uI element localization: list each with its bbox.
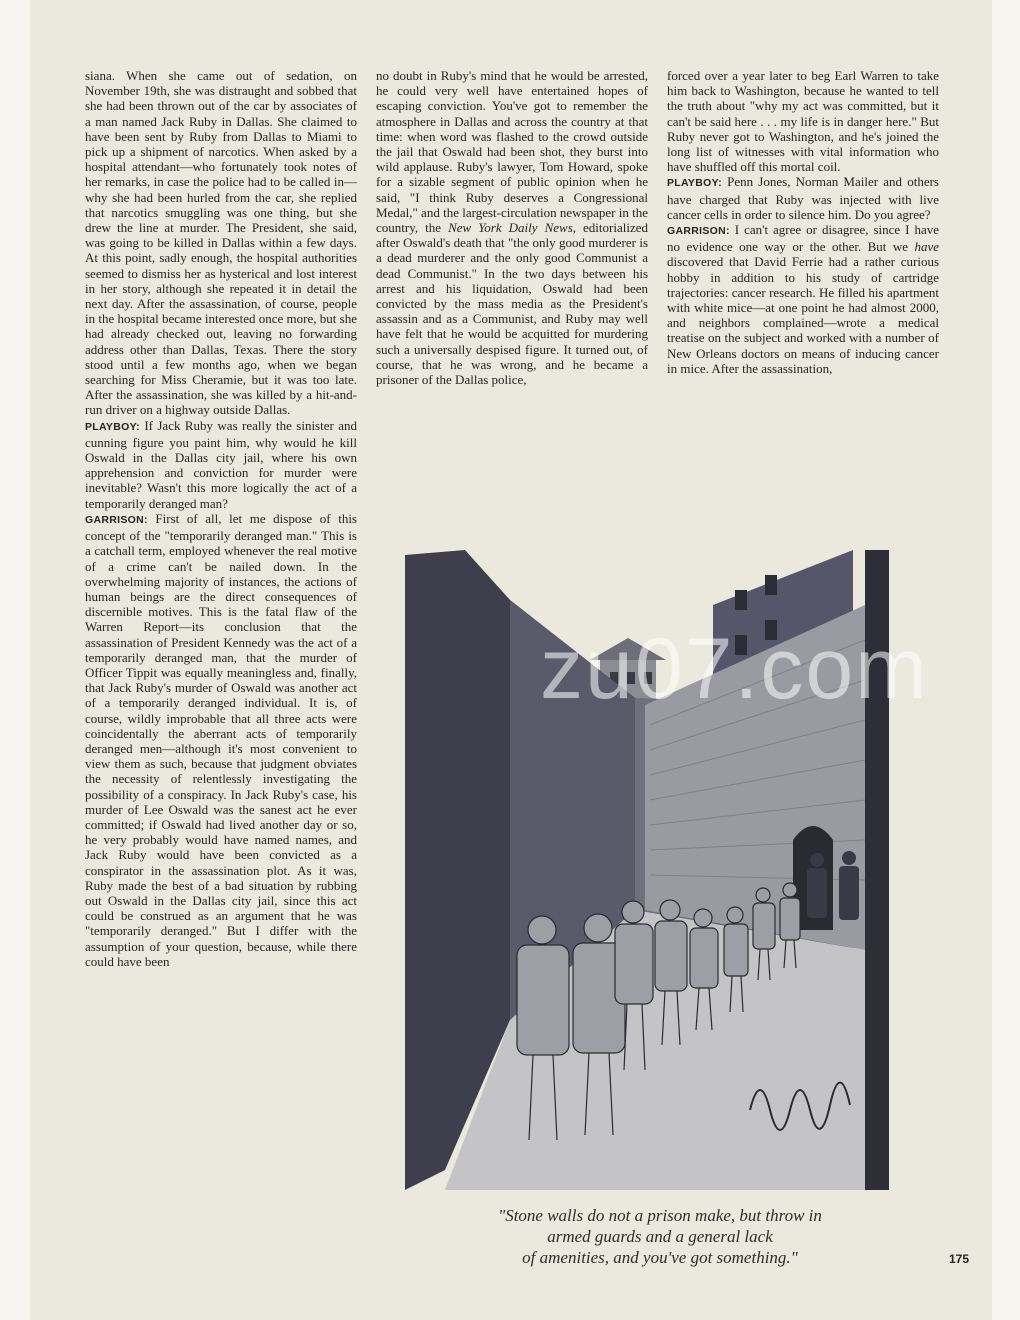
newspaper-title: New York Daily News [448,220,573,236]
watermark: zu07.com [540,621,929,717]
caption-line: of amenities, and you've got something." [522,1248,798,1267]
paragraph-cheramie-story: siana. When she came out of sedation, on November 19th, she was distraught and sobbed that she had been thrown out of the car by associates of a man named Jack Ruby in Dallas. She claimed to have been sent by Ruby from Dallas to Miami to pick up a shipment of narcotics. When asked by a hospital attendant—who fortunately took notes of her remarks, in case the police had to be called in—why she had been hurled from the car, she replied that narcotics smuggling was one thing, but she drew the line at murder. The President, she said, was going to be killed in Dallas within a few days. At this point, sadly enough, the hospital authorities seemed to dismiss her as hysterical and lost interest in her story, although she repeated it in detail the next day. After the assassination, of course, people in the hospital became interested once more, but she had already checked out, leaving no forwarding address other than Dallas, Texas. There the story stood until a few months ago, when we began searching for Miss Cheramie, but it was too late. After the assassination, she was killed by a hit-and-run driver on a highway outside Dallas. [85,68,357,418]
garrison-answer-ferrie: GARRISON: I can't agree or disagree, since I have no evidence one way or the other. But we have discovered that David Ferrie had a rather curious hobby in addition to his study of cartridge trajectories: cancer research. He filled his apartment with white mice—at one point he had almost 2000, and neighbors complained—wrote a medical treatise on the subject and worked with a number of New Orleans doctors on means of inducing cancer in mice. After the assassination, [667,222,939,376]
page-edge-right [992,0,1020,1320]
text-column-3 [667,68,939,376]
text-column-1 [85,68,357,969]
caption-line: armed guards and a general lack [547,1227,773,1246]
page-number: 175 [949,1252,970,1266]
speaker-label: GARRISON: [667,225,730,238]
emphasis-have: have [914,239,939,255]
caption-line: "Stone walls do not a prison make, but throw in [498,1206,822,1225]
playboy-question-ruby: PLAYBOY: If Jack Ruby was really the sinister and cunning figure you paint him, why would he kill Oswald in the Dallas city jail, where his own apprehension and conviction for murder were inevitable? Wasn't this more logically the act of a temporarily deranged man? [85,417,357,511]
paragraph-ruby-conviction: no doubt in Ruby's mind that he would be arrested, he could very well have entertained hopes of escaping conviction. You've got to remember the atmosphere in Dallas and across the country at that time: when word was flashed to the crowd outside the jail that Oswald had been shot, they burst into wild applause. Ruby's lawyer, Tom Howard, spoke for a sizable segment of public opinion when he said, "I think Ruby deserves a Congressional Medal," and the largest-circulation newspaper in the country, the New York Daily News, editorialized after Oswald's death that "the only good murderer is a dead murderer and the only good Communist a dead Communist." In the two days between his arrest and his liquidation, Oswald had been convicted by the mass media as the President's assassin and as a Communist, and Ruby may well have felt that he would be acquitted for murdering such a universally despised figure. It turned out, of course, that he was wrong, and he became a prisoner of the Dallas police, [376,68,649,388]
garrison-answer-deranged: GARRISON: First of all, let me dispose of this concept of the "temporarily deranged man." This is a catchall term, employed whenever the real motive of a crime can't be nailed down. In the overwhelming majority of instances, the actions of human beings are the direct consequences of discernible motives. This is the fatal flaw of the Warren Report—its conclusion that the assassination of President Kennedy was the act of a temporarily deranged man, that the murder of Officer Tippit was equally meaningless and, finally, that Jack Ruby's murder of Oswald was another act of a temporarily deranged individual. It is, of course, wildly improbable that all three acts were coincidentally the aberrant acts of temporarily deranged men—although it's most convenient to view them as such, because that judgment obviates the necessity of relentlessly investigating the possibility of a conspiracy. In Jack Ruby's case, his murder of Lee Oswald was the sanest act he ever committed; if Oswald had lived another day or so, he very probably would have named names, and Jack Ruby would have been convicted as a conspirator in the assassination plot. As it was, Ruby made the best of a bad situation by rubbing out Oswald in the Dallas city jail, since this act could be construed as an argument that he was "temporarily deranged." But I differ with the assumption of your question, because, while there could have been [85,510,357,969]
playboy-question-cancer: PLAYBOY: Penn Jones, Norman Mailer and others have charged that Ruby was injected with live cancer cells in order to silence him. Do you agree? [667,174,939,222]
speaker-label: PLAYBOY: [85,420,140,433]
speaker-label: PLAYBOY: [667,177,722,190]
text-column-2 [376,68,648,387]
paragraph-ruby-washington: forced over a year later to beg Earl Warren to take him back to Washington, because he wanted to tell the truth about "why my act was committed, but it can't be said here . . . my life is in danger here." But Ruby never got to Washington, and he's joined the long list of witnesses with vital information who have shuffled off this mortal coil. [667,68,939,175]
speaker-label: GARRISON: [85,513,148,526]
page-edge-left [0,0,30,1320]
cartoon-caption [380,1205,940,1268]
